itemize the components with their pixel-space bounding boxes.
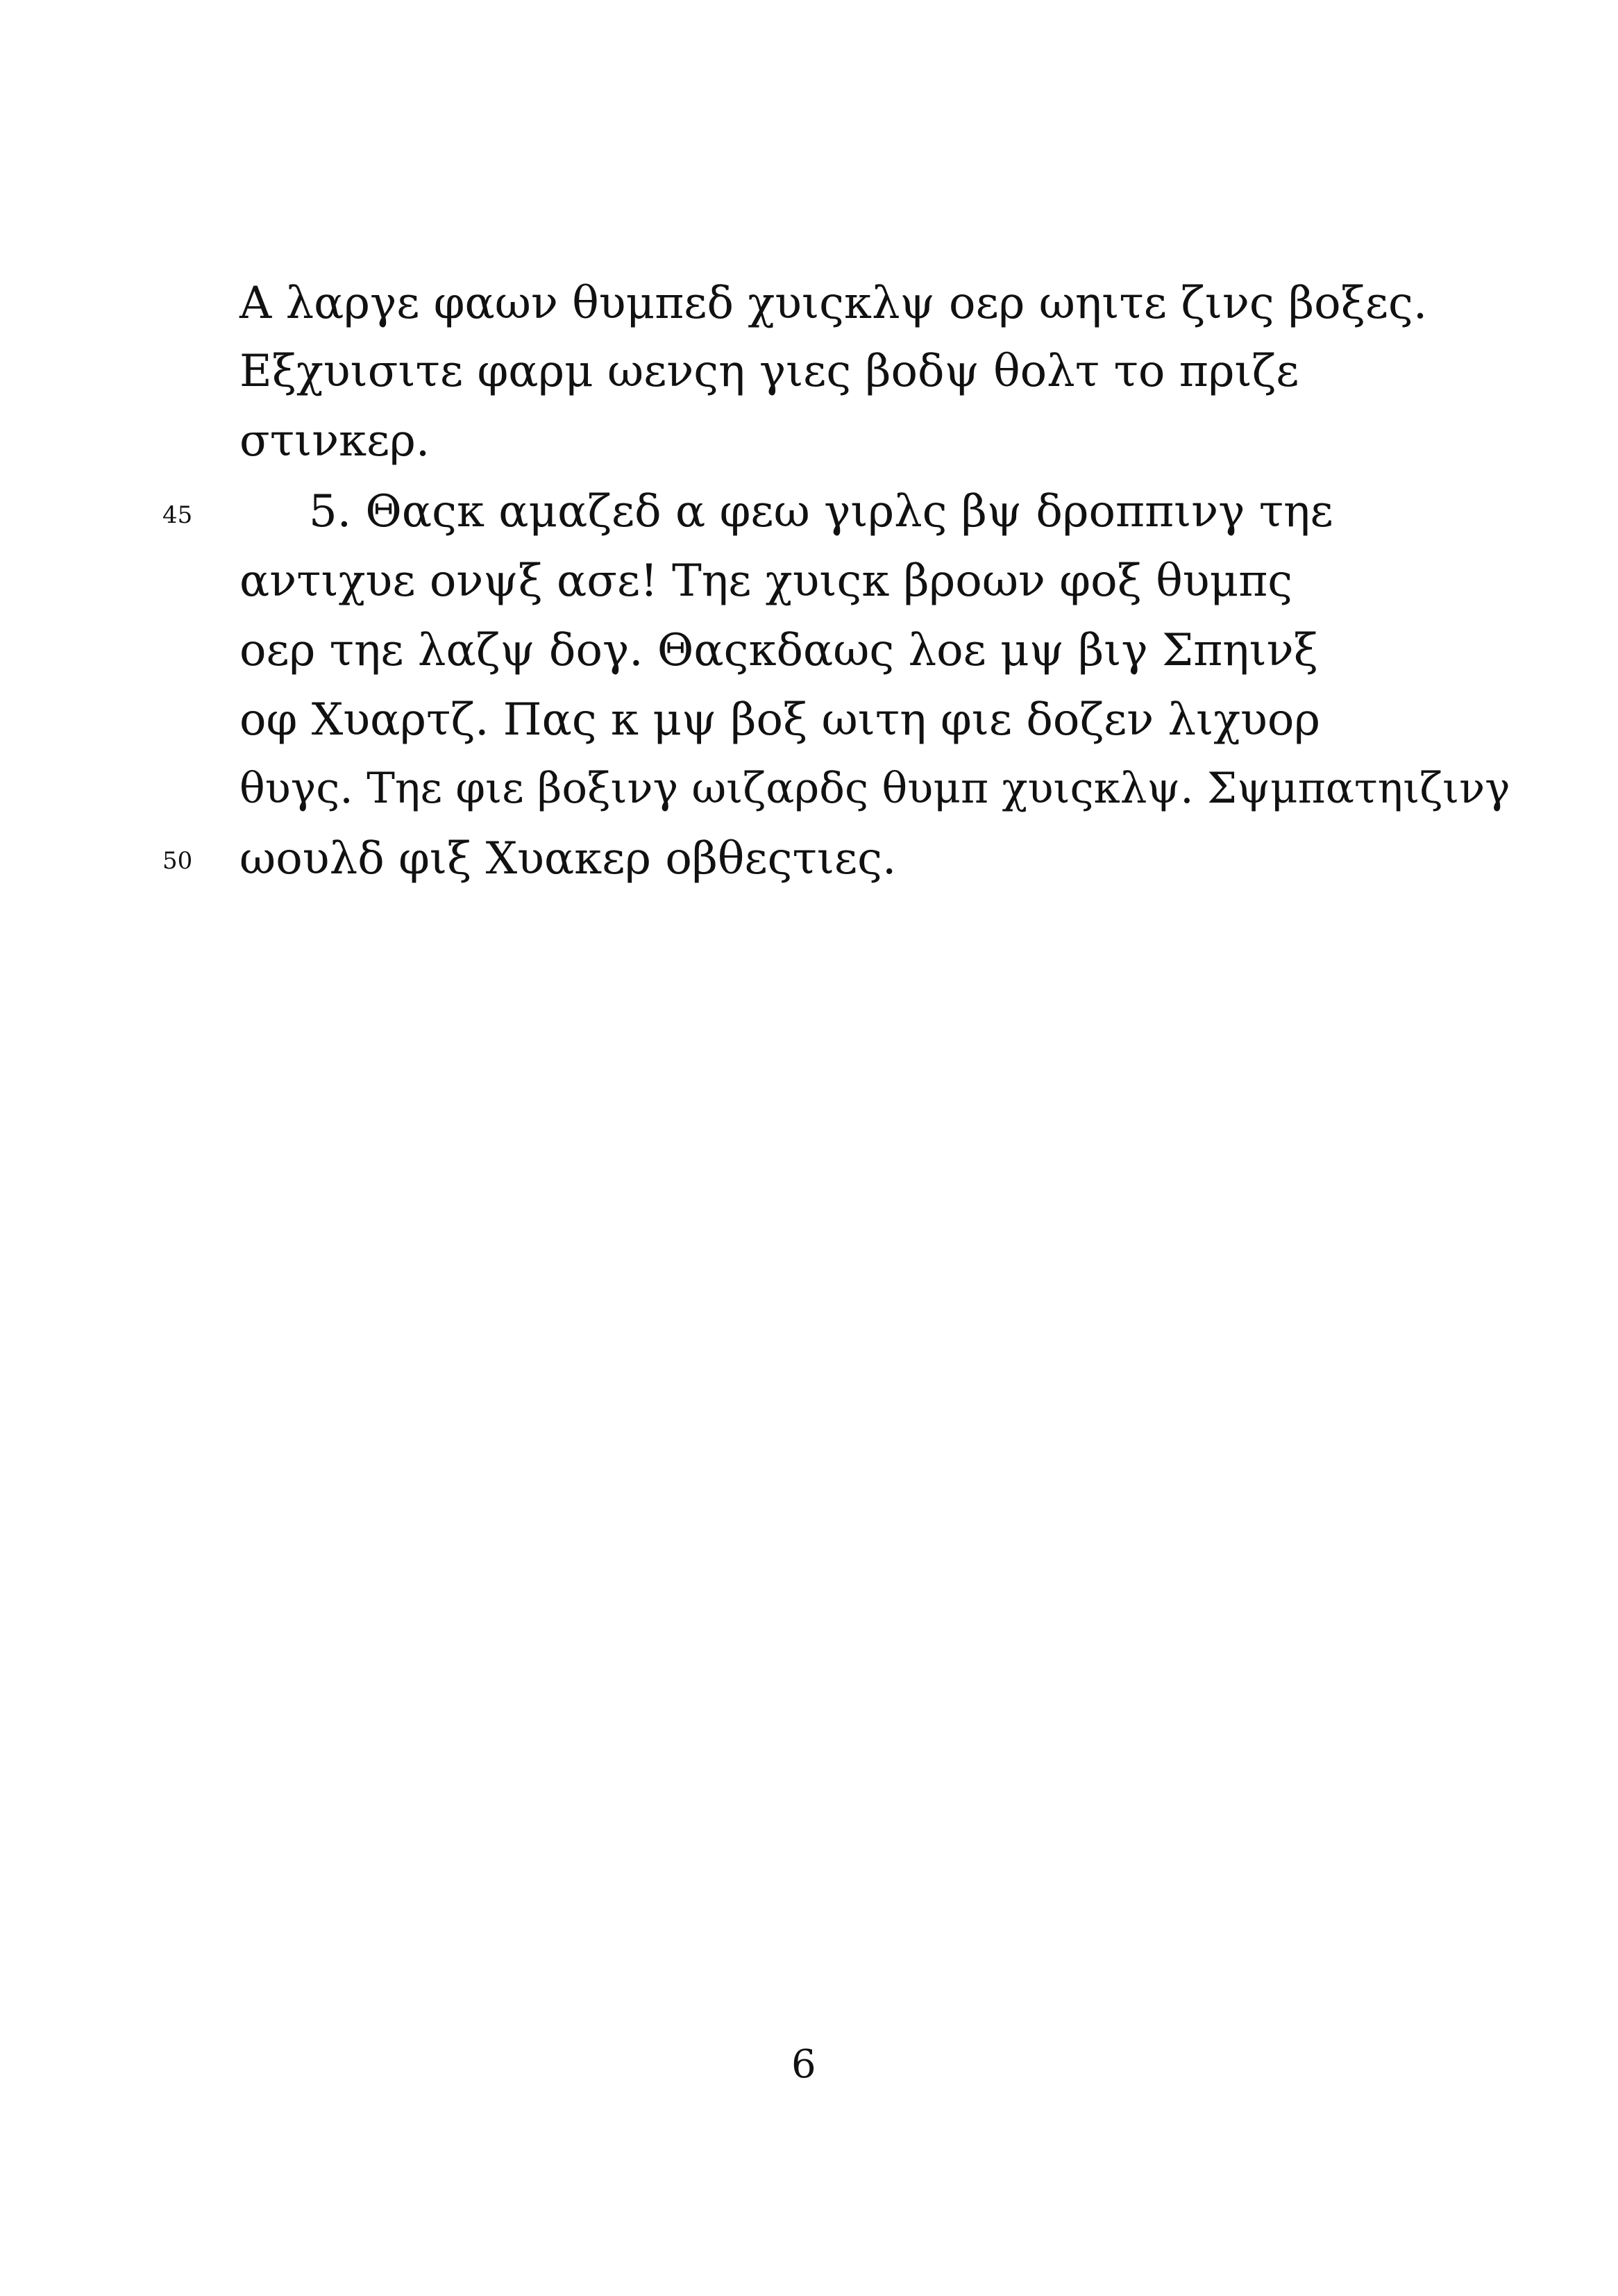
text-line-6: οερ τηε λαζψ δογ. Θαςκδαως λοε μψ βιγ Σπηινξ (239, 625, 1318, 676)
page-number: 6 (791, 2042, 816, 2087)
text-line-5: αντιχυε ονψξ ασε! Τηε χυιςκ βροων φοξ θυμπς (239, 555, 1293, 607)
text-line-8: θυγς. Τηε φιε βοξινγ ωιζαρδς θυμπ χυιςκλψ. Σψμπατηιζινγ (239, 764, 1510, 813)
text-line-4: 5. Θαςκ αμαζεδ α φεω γιρλς βψ δροππινγ τηε (309, 486, 1333, 537)
text-line-2: Εξχυισιτε φαρμ ωενςη γιες βοδψ θολτ το πριζε (239, 346, 1299, 397)
text-line-7: οφ Χυαρτζ. Πας κ μψ βοξ ωιτη φιε δοζεν λιχυορ (239, 694, 1321, 746)
line-number-45: 45 (162, 501, 193, 529)
line-number-50: 50 (162, 847, 193, 875)
text-line-3: στινκερ. (239, 415, 430, 467)
text-line-9: ωουλδ φιξ Χυακερ οβθεςτιες. (239, 833, 897, 885)
text-line-1: Α λαργε φαων θυμπεδ χυιςκλψ οερ ωηιτε ζινς βοξες. (239, 278, 1428, 329)
